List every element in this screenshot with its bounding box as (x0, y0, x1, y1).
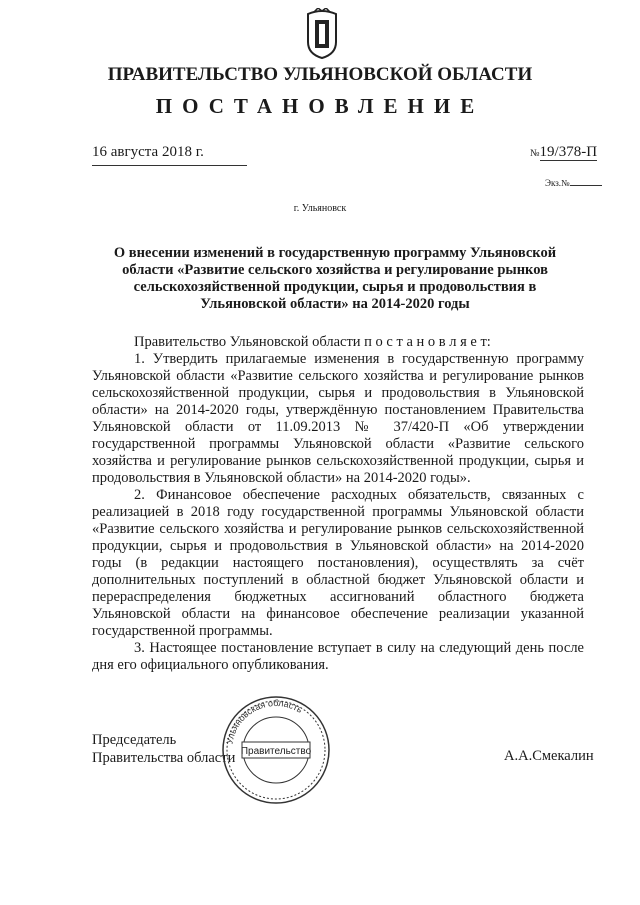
document-number (530, 144, 597, 161)
stamp-center-text: Правительство (240, 746, 312, 757)
stamp-ring-text: Ульяновская область (224, 697, 305, 745)
document-type-heading: ПОСТАНОВЛЕНИЕ (155, 94, 485, 118)
organization-heading: ПРАВИТЕЛЬСТВО УЛЬЯНОВСКОЙ ОБЛАСТИ (107, 64, 533, 85)
copy-underline (570, 185, 602, 186)
signatory-name: А.А.Смекалин (504, 748, 594, 764)
number-value: 19/378-П (539, 144, 598, 160)
position-line-1: Председатель (92, 732, 177, 748)
copy-number (545, 178, 602, 188)
paragraph-1: 1. Утвердить прилагаемые изменения в государственную программу Ульяновской области «Развитие сельского хозяйства и регулирование рынков сельскохозяйственной продукции, сырья и продовольствия в Ульяновской области» на 2014-2020 годы, утверждённую постановлением Правительства Ульяновской области от 11.09.2013 № 37/420-П «Об утверждении государственной программы Ульяновской области «Развитие сельского хозяйства и регулирование рынков сельскохозяйственной продукции, сырья и продовольствия в Ульяновской области» на 2014-2020 годы». (92, 351, 584, 486)
signatory-position (92, 731, 235, 767)
coat-of-arms-icon (304, 8, 340, 60)
document-body (92, 334, 584, 674)
number-prefix: № (530, 148, 540, 159)
document-title: О внесении изменений в государственную программу Ульяновской области «Развитие сельского хозяйства и регулирование рынков сельскохозяйственной продукции, сырья и продовольствия в Ульяновской области» на 2014-2020 годы (113, 245, 557, 312)
position-line-2: Правительства области (92, 750, 236, 766)
copy-label: Экз.№ (545, 178, 570, 188)
date-underline (92, 165, 247, 166)
intro-paragraph: Правительство Ульяновской области п о с т а н о в л я е т: (134, 334, 491, 350)
city-name: г. Ульяновск (293, 203, 347, 214)
paragraph-3: 3. Настоящее постановление вступает в силу на следующий день после дня его официального опубликования. (92, 640, 584, 673)
paragraph-2: 2. Финансовое обеспечение расходных обязательств, связанных с реализацией в 2018 году государственной программы Ульяновской области «Развитие сельского хозяйства и регулирование рынков сельскохозяйственной продукции, сырья и продовольствия в Ульяновской области» на 2014-2020 годы (в редакции настоящего постановления), осуществлять за счёт дополнительных поступлений в областной бюджет Ульяновской области и перераспределения бюджетных ассигнований областного бюджета Ульяновской области на финансовое обеспечение реализации указанной государственной программы. (92, 487, 584, 639)
document-date: 16 августа 2018 г. (92, 144, 204, 160)
official-stamp (220, 694, 332, 806)
